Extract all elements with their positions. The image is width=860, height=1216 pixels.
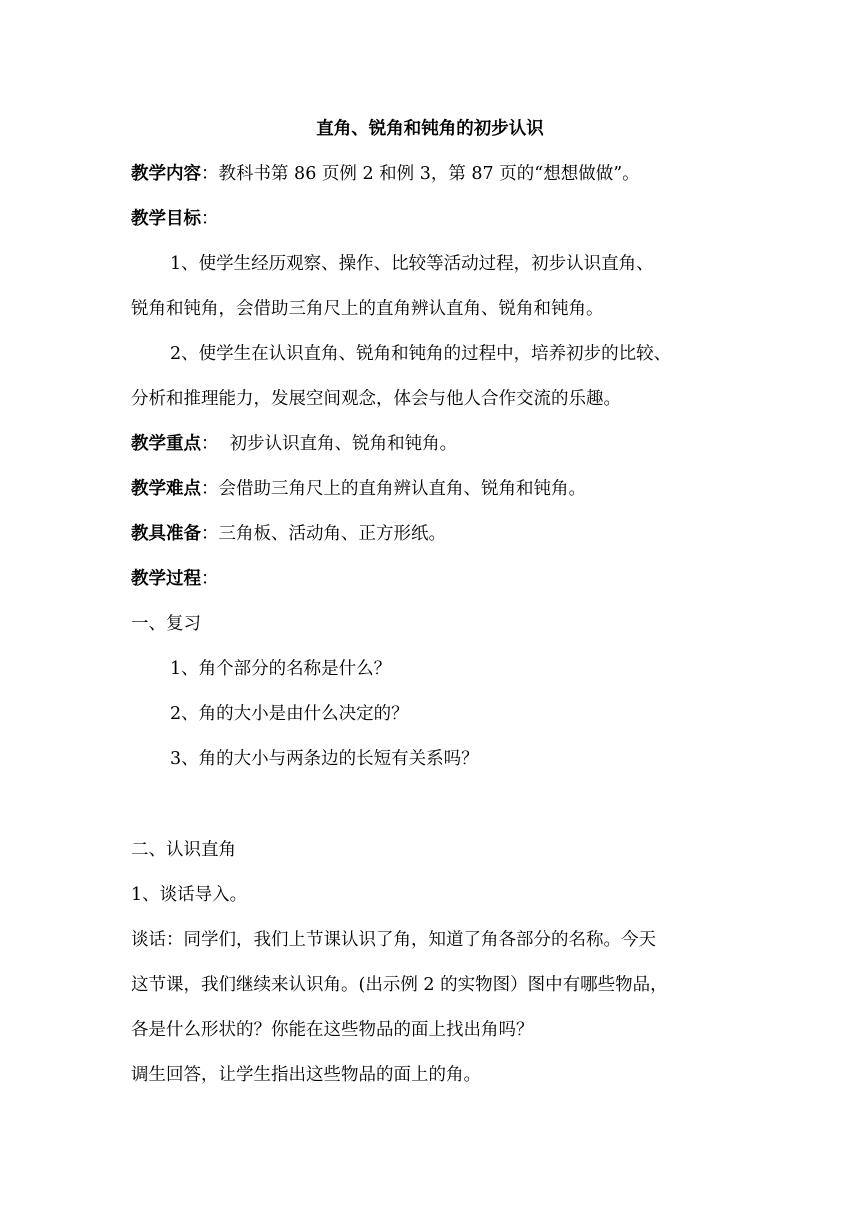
difficulty-label: 教学难点 <box>131 479 201 499</box>
difficulty-text: ：会借助三角尺上的直角辨认直角、锐角和钝角。 <box>201 479 586 499</box>
goals-heading <box>0 207 860 231</box>
tools-text: ：三角板、活动角、正方形纸。 <box>201 524 446 544</box>
difficulty-line <box>0 477 860 501</box>
content-label: 教学内容 <box>131 164 201 184</box>
section-2-heading: 二、认识直角 <box>131 840 236 860</box>
answer-line: 调生回答，让学生指出这些物品的面上的角。 <box>131 1065 481 1085</box>
content-line <box>0 162 860 186</box>
goals-label: 教学目标 <box>131 209 201 229</box>
tools-label: 教具准备 <box>131 524 201 544</box>
focus-text: ： 初步认识直角、锐角和钝角。 <box>201 434 458 454</box>
review-heading: 一、复习 <box>131 614 201 634</box>
content-text: ：教科书第 86 页例 2 和例 3，第 87 页的“想想做做”。 <box>201 164 640 184</box>
goal-2-line-1: 2、使学生在认识直角、锐角和钝角的过程中，培养初步的比较、 <box>170 344 672 364</box>
review-question-1: 1、角个部分的名称是什么？ <box>170 659 392 679</box>
process-colon: ： <box>201 569 219 589</box>
review-question-3: 3、角的大小与两条边的长短有关系吗？ <box>170 749 479 769</box>
goal-2-line-2: 分析和推理能力，发展空间观念，体会与他人合作交流的乐趣。 <box>131 389 621 409</box>
page-title: 直角、锐角和钝角的初步认识 <box>316 119 544 139</box>
goals-colon: ： <box>201 209 219 229</box>
focus-line <box>0 432 860 456</box>
goal-1-line-2: 锐角和钝角，会借助三角尺上的直角辨认直角、锐角和钝角。 <box>131 299 604 319</box>
process-heading <box>0 567 860 591</box>
talk-line-1: 谈话：同学们，我们上节课认识了角，知道了角各部分的名称。今天 <box>131 930 656 950</box>
tools-line <box>0 522 860 546</box>
focus-label: 教学重点 <box>131 434 201 454</box>
review-question-2: 2、角的大小是由什么决定的？ <box>170 704 409 724</box>
talk-line-3: 各是什么形状的？你能在这些物品的面上找出角吗？ <box>131 1020 534 1040</box>
section-2-sub-1: 1、谈话导入。 <box>131 885 248 905</box>
talk-line-2: 这节课，我们继续来认识角。(出示例 2 的实物图）图中有哪些物品， <box>131 975 668 995</box>
goal-1-line-1: 1、使学生经历观察、操作、比较等活动过程，初步认识直角、 <box>170 254 654 274</box>
process-label: 教学过程 <box>131 569 201 589</box>
